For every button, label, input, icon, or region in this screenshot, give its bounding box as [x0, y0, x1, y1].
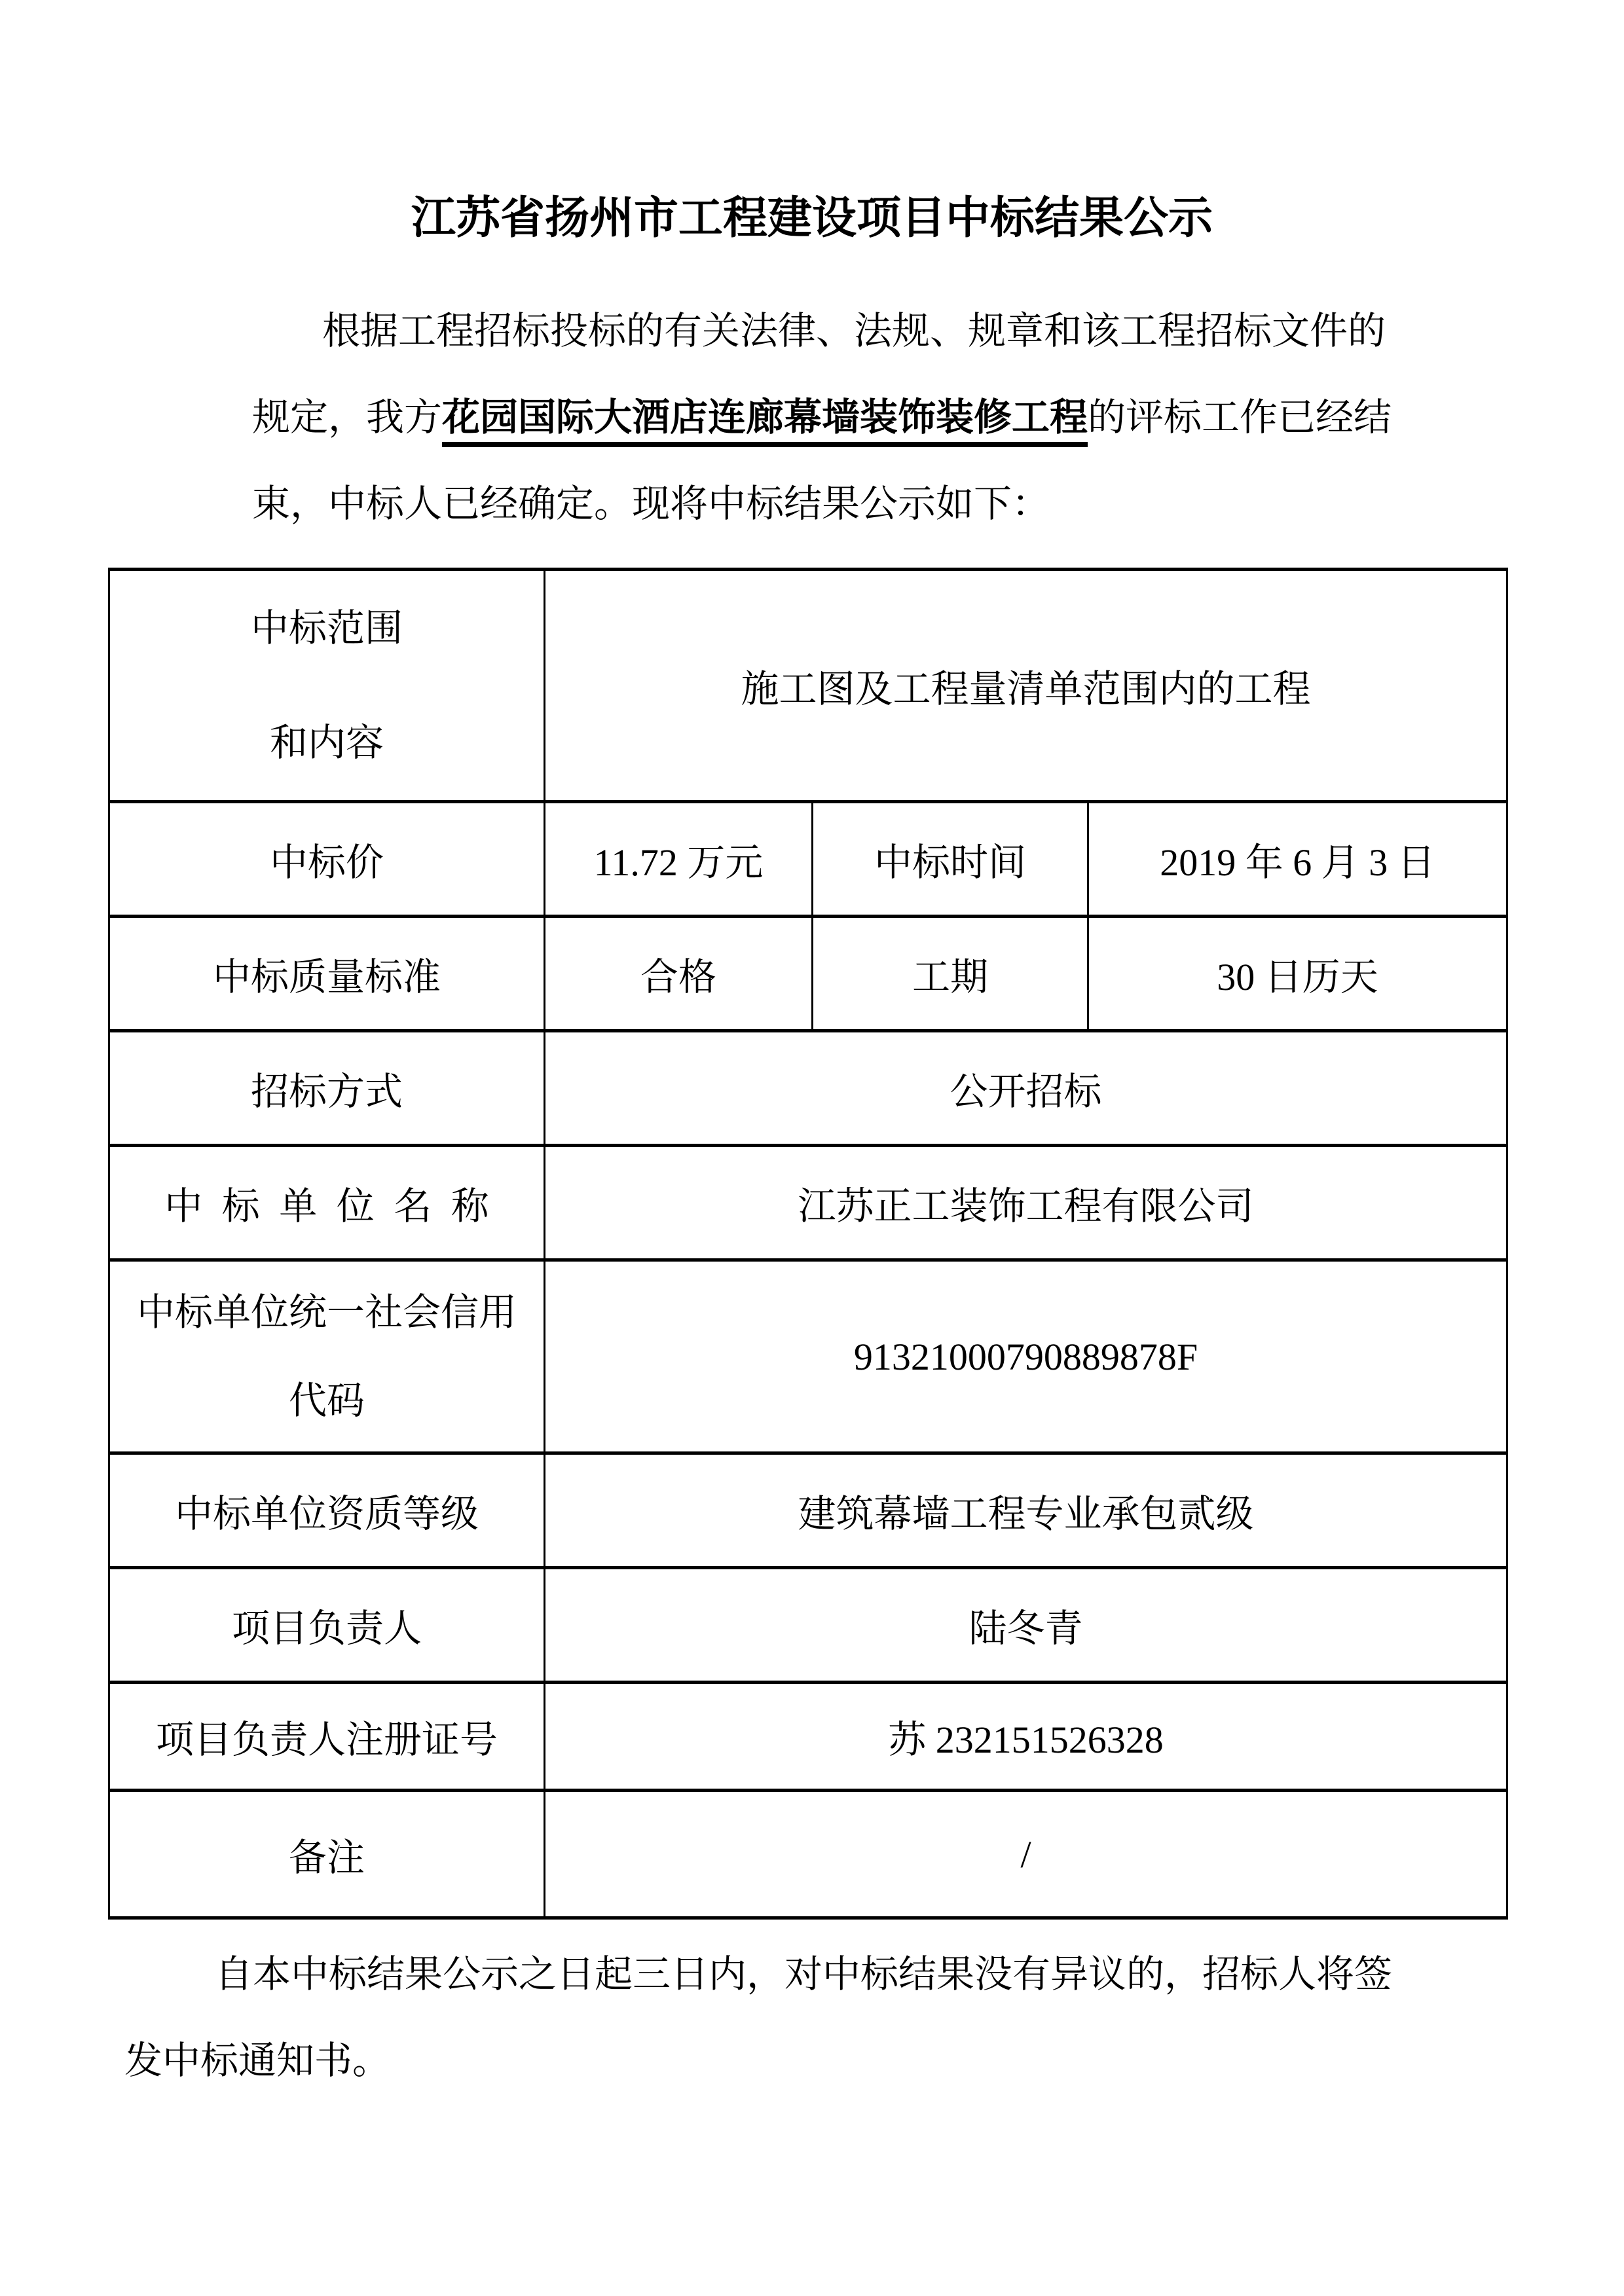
cell-label-qualification: 中标单位资质等级 [109, 1453, 545, 1568]
cell-value-project-manager: 陆冬青 [545, 1568, 1507, 1683]
closing-paragraph [124, 1931, 1421, 2104]
intro-line-1: 根据工程招标投标的有关法律、法规、规章和该工程招标文件的 [322, 310, 1386, 352]
cell-value-price: 11.72 万元 [545, 802, 813, 917]
table-row-credit-code [109, 1260, 1507, 1453]
table-row-winner-name [109, 1146, 1507, 1260]
cell-value-duration: 30 日历天 [1088, 917, 1507, 1031]
cell-value-credit-code: 91321000790889878F [545, 1260, 1507, 1453]
cell-label-winner-name: 中 标 单 位 名 称 [109, 1146, 545, 1260]
cell-value-quality: 合格 [545, 917, 813, 1031]
cell-value-remarks: / [545, 1791, 1507, 1918]
intro-line-2 [252, 374, 1431, 461]
table-row-remarks [109, 1791, 1507, 1918]
cell-value-winner-name: 江苏正工装饰工程有限公司 [545, 1146, 1507, 1260]
table-row-qualification [109, 1453, 1507, 1568]
credit-code-label-stack [110, 1268, 544, 1445]
intro-line-3: 束，中标人已经确定。现将中标结果公示如下： [252, 483, 1050, 525]
table-row-price-date [109, 802, 1507, 917]
cell-label-project-manager: 项目负责人 [109, 1568, 545, 1683]
closing-line-2: 发中标通知书。 [124, 2039, 391, 2082]
cell-value-method: 公开招标 [545, 1031, 1507, 1146]
credit-code-label-line1: 中标单位统一社会信用 [136, 1291, 517, 1334]
bid-result-table [108, 568, 1508, 1920]
scope-label-line2: 和内容 [269, 721, 384, 764]
cell-label-date: 中标时间 [813, 802, 1088, 917]
cell-label-registration-number: 项目负责人注册证号 [109, 1683, 545, 1791]
cell-label-scope [109, 570, 545, 802]
cell-label-credit-code [109, 1260, 545, 1453]
cell-label-quality: 中标质量标准 [109, 917, 545, 1031]
cell-value-scope: 施工图及工程量清单范围内的工程 [545, 570, 1507, 802]
table-row-registration-number [109, 1683, 1507, 1791]
credit-code-label-line2: 代码 [288, 1379, 365, 1422]
intro-paragraph [252, 288, 1431, 547]
cell-label-method: 招标方式 [109, 1031, 545, 1146]
table-row-quality-duration [109, 917, 1507, 1031]
table-row-scope [109, 570, 1507, 802]
cell-label-price: 中标价 [109, 802, 545, 917]
page-title: 江苏省扬州市工程建设项目中标结果公示 [411, 193, 1213, 243]
cell-value-registration-number: 苏 232151526328 [545, 1683, 1507, 1791]
intro-line-2-post: 的评标工作已经结 [1088, 396, 1392, 439]
cell-label-duration: 工期 [813, 917, 1088, 1031]
project-name-underlined: 花园国际大酒店连廊幕墙装饰装修工程 [442, 396, 1088, 447]
table-row-project-manager [109, 1568, 1507, 1683]
cell-label-remarks: 备注 [109, 1791, 545, 1918]
closing-line-1: 自本中标结果公示之日起三日内，对中标结果没有异议的，招标人将签 [215, 1953, 1393, 1995]
intro-line-2-pre: 规定，我方 [252, 396, 443, 439]
cell-value-date: 2019 年 6 月 3 日 [1088, 802, 1507, 917]
scope-label-line1: 中标范围 [250, 607, 403, 649]
scope-label-stack [110, 571, 544, 800]
table-row-method [109, 1031, 1507, 1146]
cell-value-qualification: 建筑幕墙工程专业承包贰级 [545, 1453, 1507, 1568]
